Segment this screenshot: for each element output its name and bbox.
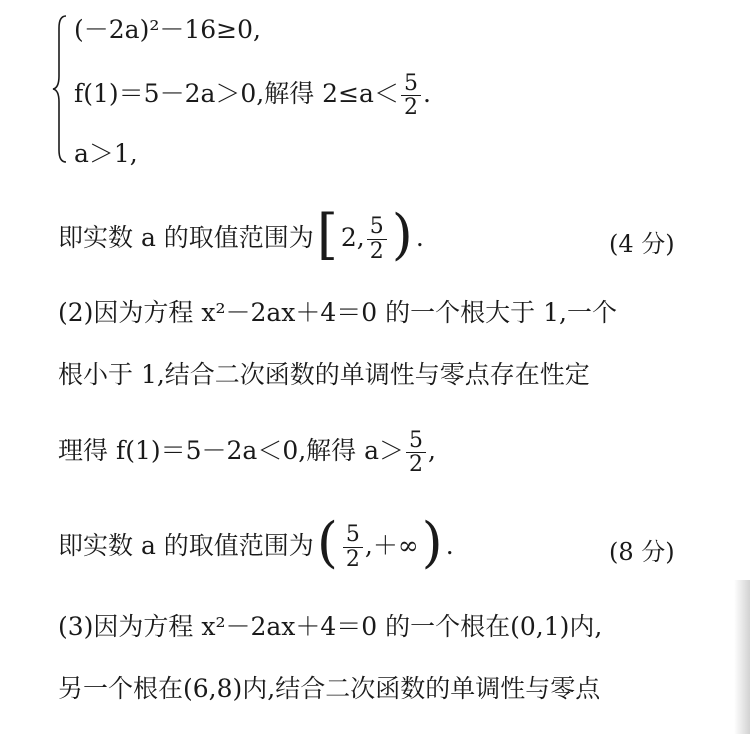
system-line-1 [74, 17, 261, 42]
part2-line-2: 根小于 1,结合二次函数的单调性与零点存在性定 [58, 360, 590, 389]
fraction-five-halves: $\frac{5}{2}$ [343, 523, 363, 570]
system-line-3 [74, 141, 138, 166]
left-brace [52, 14, 68, 164]
system-inequality-discriminant: (－2a)²－16≥0, [74, 15, 261, 44]
score-label-4: (4 分) [609, 230, 675, 258]
range-answer-1: 即实数 a 的取值范围为 [ 2, $\frac{5}{2}$ ) . [58, 203, 424, 266]
right-paren: ) [421, 511, 443, 574]
part3-line-1: (3)因为方程 x²－2ax＋4＝0 的一个根在(0,1)内, [58, 612, 603, 641]
fraction-five-halves: $\frac{5}{2}$ [406, 429, 426, 476]
right-paren: ) [391, 203, 413, 266]
score-label-8: (8 分) [609, 538, 675, 566]
left-paren: ( [316, 511, 338, 574]
left-bracket: [ [316, 203, 338, 266]
part3-line-2: 另一个根在(6,8)内,结合二次函数的单调性与零点 [58, 674, 601, 703]
range-answer-2: 即实数 a 的取值范围为 ( $\frac{5}{2}$ ,＋∞ ) . [58, 511, 454, 574]
part2-line-1: (2)因为方程 x²－2ax＋4＝0 的一个根大于 1,一个 [58, 298, 617, 327]
fraction-five-halves: $\frac{5}{2}$ [401, 72, 421, 119]
system-line-2: f(1)＝5－2a＞0,解得 2≤a＜ $\frac{5}{2}$ . [74, 71, 431, 121]
part2-line-3: 理得 f(1)＝5－2a＜0,解得 a＞ $\frac{5}{2}$ , [58, 428, 436, 478]
page-edge-shadow [734, 580, 750, 734]
system-inequality-f1: f(1)＝5－2a＞0,解得 2≤a＜ [74, 79, 399, 109]
fraction-five-halves: $\frac{5}{2}$ [367, 215, 387, 262]
system-inequality-a: a＞1, [74, 139, 138, 168]
